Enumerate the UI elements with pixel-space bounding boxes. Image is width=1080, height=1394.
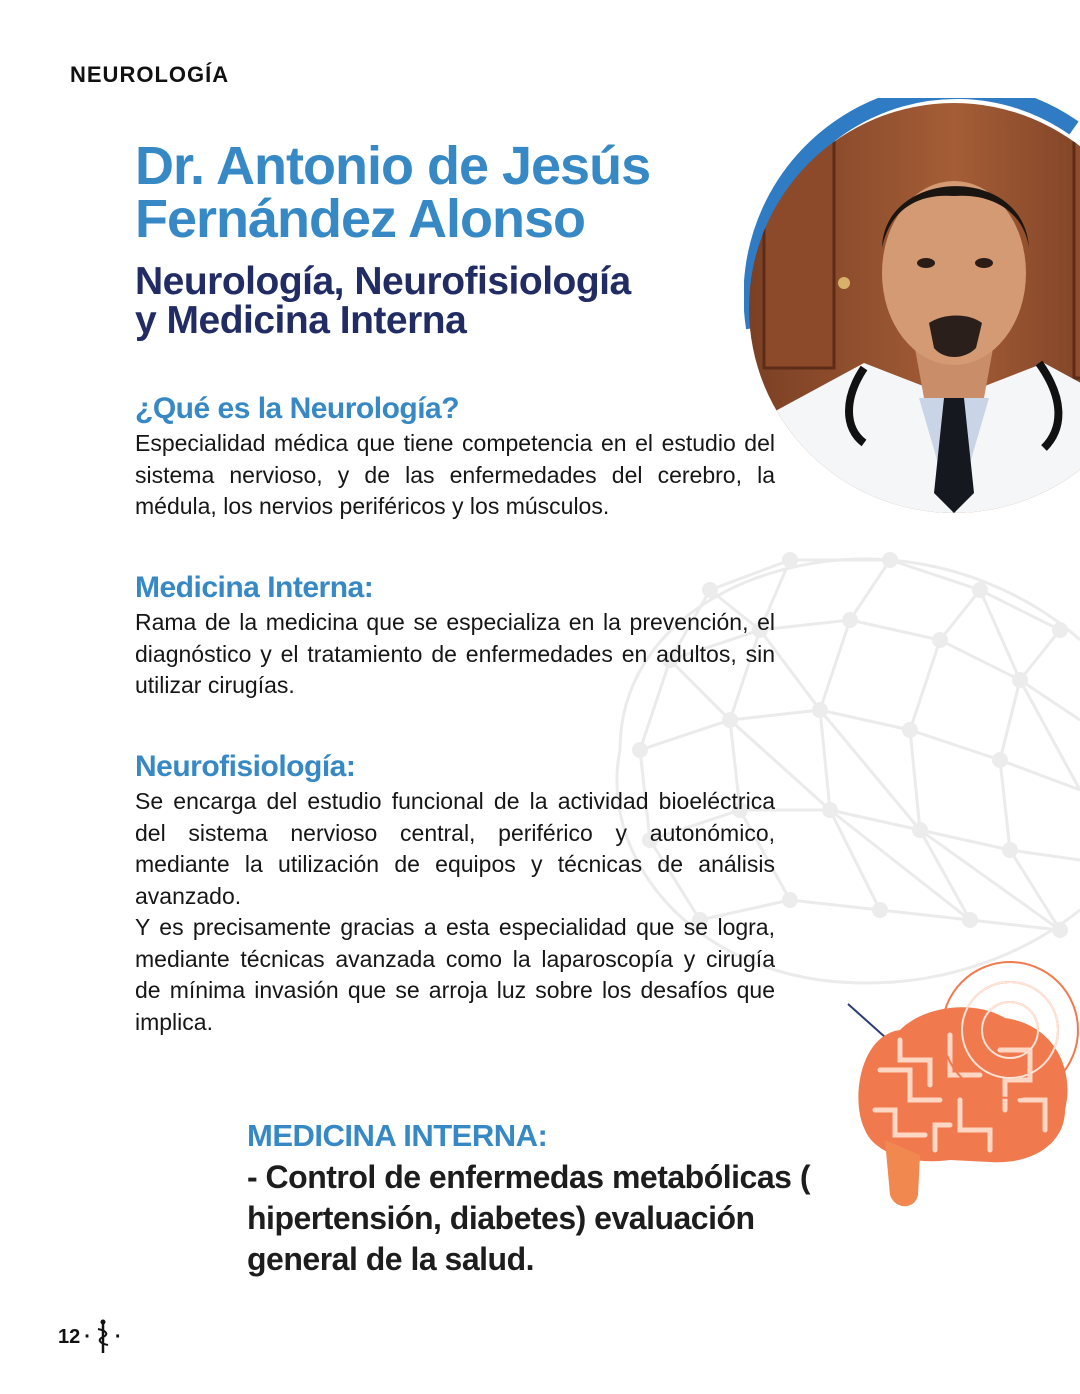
section-tag: NEUROLOGÍA [70,62,230,87]
doctor-specialty [135,262,735,340]
doctor-name [135,136,755,249]
services-text: - Control de enfermedas metabólicas ( hipertensión, diabetes) evaluación general de la salud. [247,1159,810,1277]
brain-illustration [840,960,1080,1220]
section-text-continued: Y es precisamente gracias a esta especialidad que se logra, mediante técnicas avanzada como la laparoscopía y cirugía de mínima invasión que se arroja luz sobre los desafíos que implica. [135,914,775,1035]
doctor-photo [744,98,1080,518]
services-heading: MEDICINA INTERNA: [247,1118,548,1153]
section-neurologia [135,392,775,523]
doctor-name-line1: Dr. Antonio de Jesús [135,136,651,196]
section-text: Especialidad médica que tiene competencia en el estudio del sistema nervioso, y de las enfermedades del cerebro, la médula, los nervios periféricos y los músculos. [135,430,775,519]
doctor-name-line2: Fernández Alonso [135,189,586,249]
section-heading: Medicina Interna: [135,571,374,604]
page-footer [58,1319,122,1355]
dot-separator: · [84,1325,91,1348]
section-neurofisiologia [135,750,775,1038]
section-text: Rama de la medicina que se especializa en la prevención, el diagnóstico y el tratamiento de enfermedades en adultos, sin utilizar cirugías. [135,609,775,698]
section-text: Se encarga del estudio funcional de la actividad bioeléctrica del sistema nervioso central, periférico y autonómico, mediante la utilización de equipos y técnicas de análisis avanzado. [135,788,775,909]
caduceus-icon [95,1319,111,1355]
page-number: 12 [58,1325,81,1348]
dot-separator: · [114,1325,122,1348]
section-heading: ¿Qué es la Neurología? [135,392,460,425]
section-heading: Neurofisiología: [135,750,356,783]
specialty-line2: y Medicina Interna [135,299,467,342]
section-medicina-interna [135,571,775,702]
specialty-line1: Neurología, Neurofisiología [135,260,631,303]
